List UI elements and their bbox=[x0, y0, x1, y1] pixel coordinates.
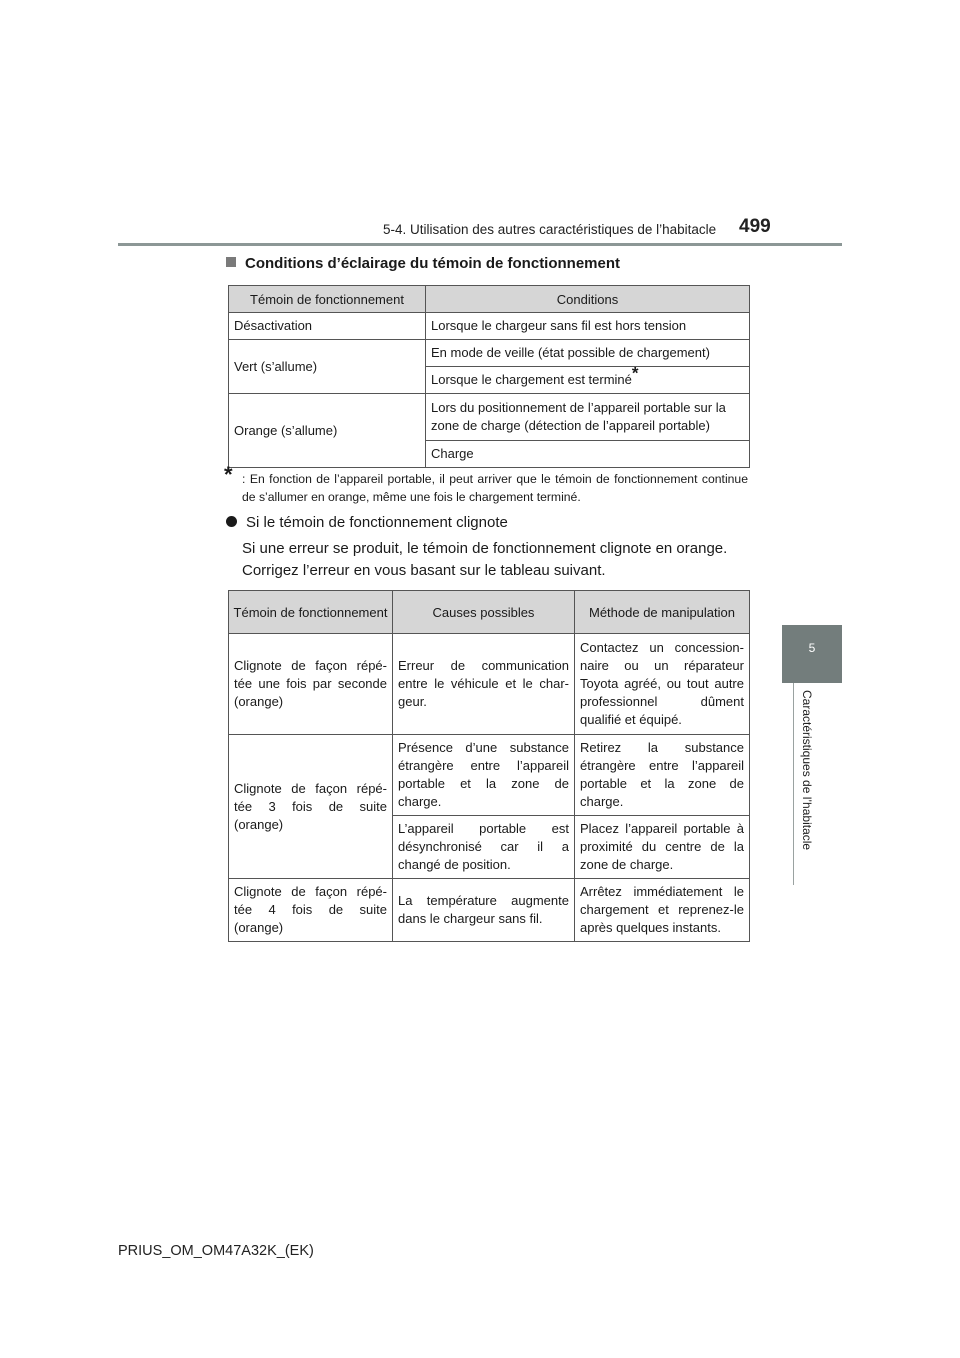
bullet-heading bbox=[226, 514, 508, 531]
table-row bbox=[229, 394, 750, 441]
table-cell bbox=[426, 363, 750, 394]
table-header-row bbox=[229, 286, 750, 313]
table-cell: Orange (s’allume) bbox=[229, 394, 426, 468]
section-heading-text: Conditions d’éclairage du témoin de fonctionnement bbox=[245, 255, 621, 272]
table-header-cell: Témoin de fonctionnement bbox=[229, 591, 393, 634]
table-cell: Présence d’une substance étrangère entre l’appareil portable et la zone de charge. bbox=[393, 735, 575, 816]
table-header-cell: Méthode de manipulation bbox=[575, 591, 750, 634]
table-cell: Retirez la substance étrangère entre l’appareil portable et la zone de charge. bbox=[575, 735, 750, 816]
section-heading bbox=[226, 255, 620, 272]
chapter-tab-line bbox=[793, 683, 794, 885]
condition-text: Lorsque le chargement est terminé bbox=[431, 372, 632, 387]
table-cell: Clignote de façon répé-tée 4 fois de suite (orange) bbox=[229, 879, 393, 942]
indicator-conditions-table bbox=[228, 285, 750, 468]
table-header-cell: Causes possibles bbox=[393, 591, 575, 634]
bullet-heading-text: Si le témoin de fonctionnement clignote bbox=[246, 514, 508, 531]
table-cell: Placez l’appareil portable à proximité du centre de la zone de charge. bbox=[575, 816, 750, 879]
chapter-tab bbox=[782, 625, 842, 683]
body-line: Corrigez l’erreur en vous basant sur le tableau suivant. bbox=[242, 562, 606, 579]
footnote-star-icon: * bbox=[631, 363, 639, 383]
table-cell: Clignote de façon répé-tée 3 fois de suite (orange) bbox=[229, 735, 393, 879]
footnote-star-icon: * bbox=[224, 462, 233, 487]
table-cell: Lors du positionnement de l’appareil portable sur la zone de charge (détection de l’appareil portable) bbox=[426, 394, 750, 441]
bullet-body bbox=[242, 538, 748, 582]
table-cell: Désactivation bbox=[229, 313, 426, 340]
table-cell: Erreur de communication entre le véhicule et le char-geur. bbox=[393, 634, 575, 735]
running-header-title: 5-4. Utilisation des autres caractéristiques de l’habitacle bbox=[383, 222, 717, 237]
table-cell: En mode de veille (état possible de chargement) bbox=[426, 340, 750, 367]
page-number: 499 bbox=[739, 216, 771, 237]
table-row bbox=[229, 634, 750, 735]
chapter-number: 5 bbox=[808, 641, 816, 655]
blinking-troubleshoot-table bbox=[228, 590, 750, 942]
header-rule bbox=[118, 243, 842, 246]
table-row bbox=[229, 340, 750, 367]
table-header-cell: Témoin de fonctionnement bbox=[229, 286, 426, 313]
body-line: Si une erreur se produit, le témoin de fonctionnement clignote en orange. bbox=[242, 540, 728, 557]
table-cell: Lorsque le chargeur sans fil est hors tension bbox=[426, 313, 750, 340]
footnote bbox=[224, 462, 748, 506]
table-cell: Arrêtez immédiatement le chargement et reprenez-le après quelques instants. bbox=[575, 879, 750, 942]
table-cell: Contactez un concession-naire ou un réparateur Toyota agréé, ou tout autre professionnel dûment qualifié et équipé. bbox=[575, 634, 750, 735]
table-cell: Charge bbox=[426, 441, 750, 468]
chapter-label: Caractéristiques de l’habitacle bbox=[800, 690, 814, 851]
table-cell: Clignote de façon répé-tée une fois par seconde (orange) bbox=[229, 634, 393, 735]
table-header-row bbox=[229, 591, 750, 634]
table-row bbox=[229, 735, 750, 816]
table-cell: L’appareil portable est désynchronisé car il a changé de position. bbox=[393, 816, 575, 879]
table-row bbox=[229, 313, 750, 340]
table-header-cell: Conditions bbox=[426, 286, 750, 313]
round-bullet-icon bbox=[226, 516, 237, 527]
table-row bbox=[229, 879, 750, 942]
table-cell: Vert (s’allume) bbox=[229, 340, 426, 394]
square-bullet-icon bbox=[226, 257, 236, 267]
document-code: PRIUS_OM_OM47A32K_(EK) bbox=[118, 1243, 314, 1259]
footnote-text: : En fonction de l’appareil portable, il peut arriver que le témoin de fonctionnement continue de s’allumer en orange, même une fois le chargement terminé. bbox=[242, 472, 748, 504]
table-cell: La température augmente dans le chargeur sans fil. bbox=[393, 879, 575, 942]
